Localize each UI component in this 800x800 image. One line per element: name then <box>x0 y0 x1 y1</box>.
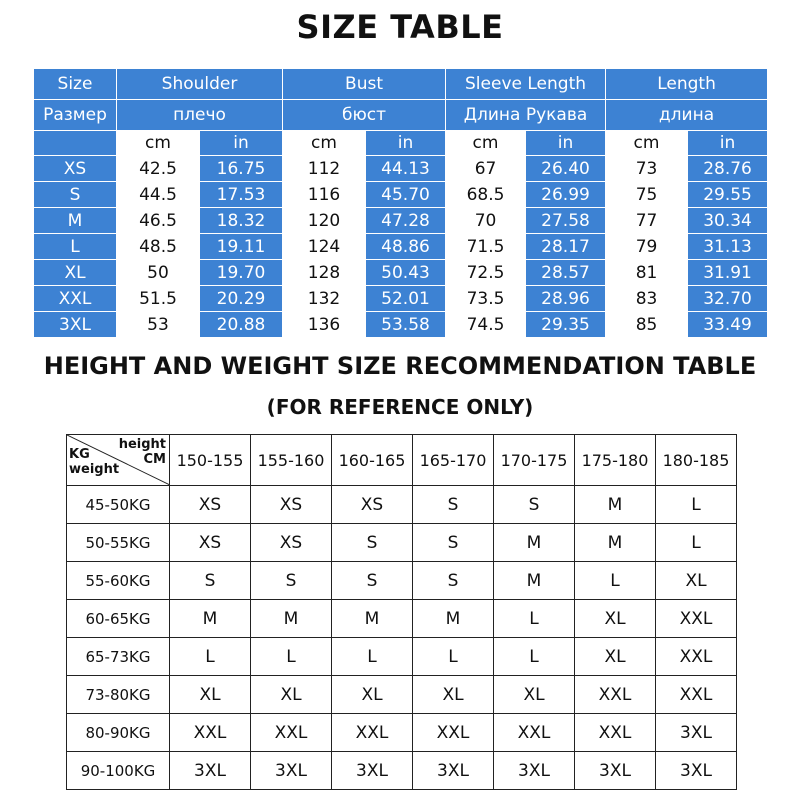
recommended-size-cell: M <box>170 600 251 638</box>
measurement-cell: 71.5 <box>446 234 526 260</box>
recommended-size-cell: S <box>251 562 332 600</box>
bust-header: Bust <box>283 69 446 100</box>
hw-row <box>67 600 737 638</box>
recommended-size-cell: L <box>494 600 575 638</box>
hw-table-title: HEIGHT AND WEIGHT SIZE RECOMMENDATION TABLE <box>43 352 757 380</box>
unit-cell: in <box>688 131 768 156</box>
measurement-cell: 26.40 <box>526 156 606 182</box>
recommended-size-cell: XXL <box>170 714 251 752</box>
measurement-cell: 20.88 <box>200 312 283 338</box>
size-col-header-ru: Размер <box>34 100 117 131</box>
recommended-size-cell: XS <box>332 486 413 524</box>
shoulder-header: Shoulder <box>117 69 283 100</box>
corner-kg-label: KG <box>69 447 90 462</box>
measurement-cell: 19.70 <box>200 260 283 286</box>
shoulder-header-ru: плечо <box>117 100 283 131</box>
size-label-cell: XL <box>34 260 117 286</box>
size-header-ru-row <box>34 100 768 131</box>
corner-weight-label: weight <box>69 462 120 477</box>
recommended-size-cell: L <box>332 638 413 676</box>
measurement-cell: 44.13 <box>366 156 446 182</box>
measurement-cell: 50.43 <box>366 260 446 286</box>
recommended-size-cell: L <box>413 638 494 676</box>
size-table <box>33 68 768 338</box>
weight-range-cell: 55-60KG <box>67 562 170 600</box>
size-row <box>34 208 768 234</box>
size-label-cell: L <box>34 234 117 260</box>
recommended-size-cell: XXL <box>332 714 413 752</box>
measurement-cell: 31.13 <box>688 234 768 260</box>
measurement-cell: 48.5 <box>117 234 200 260</box>
length-header: Length <box>606 69 768 100</box>
recommended-size-cell: 3XL <box>170 752 251 790</box>
recommended-size-cell: XL <box>413 676 494 714</box>
recommended-size-cell: 3XL <box>413 752 494 790</box>
size-header-en-row <box>34 69 768 100</box>
corner-cm-label: CM <box>143 452 166 467</box>
height-range-header: 170-175 <box>494 435 575 486</box>
recommended-size-cell: M <box>575 524 656 562</box>
recommended-size-cell: XL <box>332 676 413 714</box>
measurement-cell: 18.32 <box>200 208 283 234</box>
hw-row <box>67 486 737 524</box>
measurement-cell: 29.55 <box>688 182 768 208</box>
size-label-cell: M <box>34 208 117 234</box>
recommended-size-cell: M <box>251 600 332 638</box>
measurement-cell: 44.5 <box>117 182 200 208</box>
measurement-cell: 79 <box>606 234 688 260</box>
measurement-cell: 28.17 <box>526 234 606 260</box>
measurement-cell: 116 <box>283 182 366 208</box>
size-row <box>34 286 768 312</box>
recommended-size-cell: S <box>332 562 413 600</box>
recommended-size-cell: XXL <box>575 676 656 714</box>
measurement-cell: 68.5 <box>446 182 526 208</box>
weight-range-cell: 50-55KG <box>67 524 170 562</box>
measurement-cell: 73.5 <box>446 286 526 312</box>
unit-cell: cm <box>283 131 366 156</box>
height-weight-table <box>66 434 737 790</box>
recommended-size-cell: S <box>332 524 413 562</box>
recommended-size-cell: XXL <box>575 714 656 752</box>
sleeve-length-header: Sleeve Length <box>446 69 606 100</box>
size-label-cell: XS <box>34 156 117 182</box>
measurement-cell: 27.58 <box>526 208 606 234</box>
recommended-size-cell: S <box>494 486 575 524</box>
measurement-cell: 112 <box>283 156 366 182</box>
size-row <box>34 182 768 208</box>
weight-range-cell: 90-100KG <box>67 752 170 790</box>
height-range-header: 155-160 <box>251 435 332 486</box>
recommended-size-cell: XXL <box>656 676 737 714</box>
weight-range-cell: 65-73KG <box>67 638 170 676</box>
recommended-size-cell: XL <box>575 600 656 638</box>
recommended-size-cell: L <box>251 638 332 676</box>
recommended-size-cell: 3XL <box>575 752 656 790</box>
sleeve-length-header-ru: Длина Рукава <box>446 100 606 131</box>
recommended-size-cell: XXL <box>656 638 737 676</box>
recommended-size-cell: L <box>494 638 575 676</box>
measurement-cell: 72.5 <box>446 260 526 286</box>
unit-cell: cm <box>606 131 688 156</box>
measurement-cell: 136 <box>283 312 366 338</box>
size-row <box>34 312 768 338</box>
measurement-cell: 31.91 <box>688 260 768 286</box>
measurement-cell: 53 <box>117 312 200 338</box>
measurement-cell: 28.76 <box>688 156 768 182</box>
measurement-cell: 26.99 <box>526 182 606 208</box>
recommended-size-cell: L <box>170 638 251 676</box>
measurement-cell: 48.86 <box>366 234 446 260</box>
measurement-cell: 74.5 <box>446 312 526 338</box>
measurement-cell: 50 <box>117 260 200 286</box>
recommended-size-cell: 3XL <box>656 714 737 752</box>
measurement-cell: 45.70 <box>366 182 446 208</box>
hw-header-row <box>67 435 737 486</box>
recommended-size-cell: M <box>494 562 575 600</box>
measurement-cell: 20.29 <box>200 286 283 312</box>
measurement-cell: 30.34 <box>688 208 768 234</box>
corner-height-label: height <box>118 437 166 452</box>
size-table-title: SIZE TABLE <box>296 8 504 46</box>
recommended-size-cell: 3XL <box>656 752 737 790</box>
recommended-size-cell: XL <box>251 676 332 714</box>
measurement-cell: 28.57 <box>526 260 606 286</box>
height-range-header: 165-170 <box>413 435 494 486</box>
recommended-size-cell: M <box>494 524 575 562</box>
measurement-cell: 81 <box>606 260 688 286</box>
recommended-size-cell: XXL <box>494 714 575 752</box>
measurement-cell: 47.28 <box>366 208 446 234</box>
measurement-cell: 51.5 <box>117 286 200 312</box>
recommended-size-cell: XL <box>494 676 575 714</box>
recommended-size-cell: XXL <box>251 714 332 752</box>
measurement-cell: 53.58 <box>366 312 446 338</box>
recommended-size-cell: S <box>170 562 251 600</box>
recommended-size-cell: 3XL <box>494 752 575 790</box>
unit-cell: cm <box>117 131 200 156</box>
recommended-size-cell: M <box>575 486 656 524</box>
recommended-size-cell: M <box>332 600 413 638</box>
size-label-cell: XXL <box>34 286 117 312</box>
measurement-cell: 46.5 <box>117 208 200 234</box>
height-range-header: 175-180 <box>575 435 656 486</box>
recommended-size-cell: XS <box>170 486 251 524</box>
measurement-cell: 70 <box>446 208 526 234</box>
weight-range-cell: 60-65KG <box>67 600 170 638</box>
measurement-cell: 28.96 <box>526 286 606 312</box>
measurement-cell: 32.70 <box>688 286 768 312</box>
measurement-cell: 120 <box>283 208 366 234</box>
recommended-size-cell: XXL <box>656 600 737 638</box>
unit-cell: cm <box>446 131 526 156</box>
measurement-cell: 73 <box>606 156 688 182</box>
size-label-cell: S <box>34 182 117 208</box>
hw-row <box>67 676 737 714</box>
weight-range-cell: 73-80KG <box>67 676 170 714</box>
hw-row <box>67 524 737 562</box>
recommended-size-cell: 3XL <box>251 752 332 790</box>
height-range-header: 150-155 <box>170 435 251 486</box>
unit-cell: in <box>200 131 283 156</box>
recommended-size-cell: XL <box>170 676 251 714</box>
recommended-size-cell: XS <box>251 486 332 524</box>
unit-cell: in <box>526 131 606 156</box>
measurement-cell: 77 <box>606 208 688 234</box>
measurement-cell: 29.35 <box>526 312 606 338</box>
recommended-size-cell: XXL <box>413 714 494 752</box>
weight-range-cell: 45-50KG <box>67 486 170 524</box>
measurement-cell: 75 <box>606 182 688 208</box>
bust-header-ru: бюст <box>283 100 446 131</box>
recommended-size-cell: XS <box>251 524 332 562</box>
size-row <box>34 234 768 260</box>
measurement-cell: 52.01 <box>366 286 446 312</box>
measurement-cell: 67 <box>446 156 526 182</box>
size-row <box>34 260 768 286</box>
measurement-cell: 124 <box>283 234 366 260</box>
recommended-size-cell: L <box>575 562 656 600</box>
size-row <box>34 156 768 182</box>
recommended-size-cell: 3XL <box>332 752 413 790</box>
unit-cell: in <box>366 131 446 156</box>
weight-range-cell: 80-90KG <box>67 714 170 752</box>
hw-table-subtitle: (FOR REFERENCE ONLY) <box>266 395 534 419</box>
recommended-size-cell: M <box>413 600 494 638</box>
measurement-cell: 17.53 <box>200 182 283 208</box>
recommended-size-cell: L <box>656 524 737 562</box>
recommended-size-cell: S <box>413 486 494 524</box>
recommended-size-cell: S <box>413 562 494 600</box>
size-col-header: Size <box>34 69 117 100</box>
measurement-cell: 85 <box>606 312 688 338</box>
size-label-cell: 3XL <box>34 312 117 338</box>
corner-cell <box>67 435 170 486</box>
length-header-ru: длина <box>606 100 768 131</box>
hw-row <box>67 638 737 676</box>
measurement-cell: 19.11 <box>200 234 283 260</box>
hw-row <box>67 562 737 600</box>
recommended-size-cell: S <box>413 524 494 562</box>
measurement-cell: 42.5 <box>117 156 200 182</box>
measurement-cell: 132 <box>283 286 366 312</box>
measurement-cell: 16.75 <box>200 156 283 182</box>
unit-blank-cell <box>34 131 117 156</box>
recommended-size-cell: L <box>656 486 737 524</box>
hw-row <box>67 752 737 790</box>
measurement-cell: 128 <box>283 260 366 286</box>
height-range-header: 180-185 <box>656 435 737 486</box>
recommended-size-cell: XS <box>170 524 251 562</box>
measurement-cell: 83 <box>606 286 688 312</box>
recommended-size-cell: XL <box>575 638 656 676</box>
unit-row <box>34 131 768 156</box>
measurement-cell: 33.49 <box>688 312 768 338</box>
hw-row <box>67 714 737 752</box>
height-range-header: 160-165 <box>332 435 413 486</box>
recommended-size-cell: XL <box>656 562 737 600</box>
